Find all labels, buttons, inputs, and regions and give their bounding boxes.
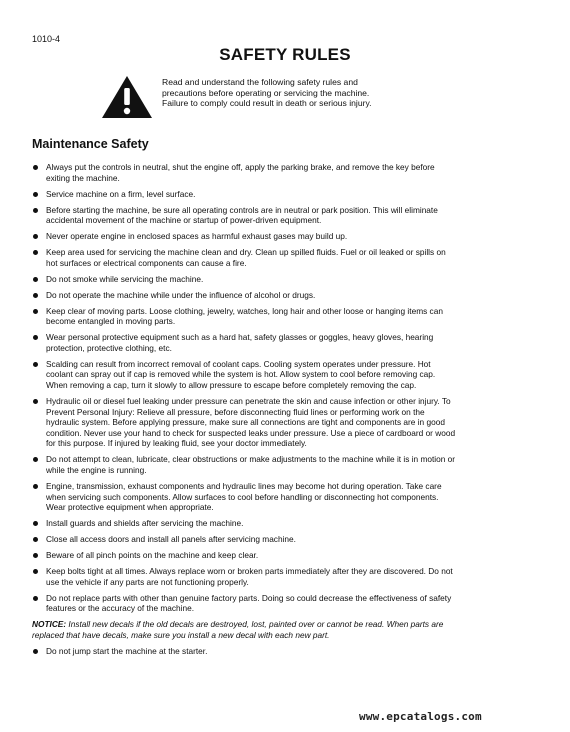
list-item-text: when servicing such components. Allow surfaces to cool before handling or disconnecting hot components.: [46, 491, 439, 502]
list-item: [32, 359, 512, 391]
page-number: 1010-4: [32, 34, 61, 44]
page-title: SAFETY RULES: [219, 45, 351, 64]
list-item: [32, 518, 512, 529]
bullet-icon: [33, 596, 38, 601]
list-item-text: Before starting the machine, be sure all operating controls are in neutral or park position. This will eliminate: [46, 204, 438, 215]
bullet-icon: [33, 309, 38, 314]
list-item-text: Do not operate the machine while under the influence of alcohol or drugs.: [46, 289, 316, 300]
list-item-text: Scalding can result from incorrect removal of coolant caps. Cooling system operates under pressure. Hot: [46, 358, 431, 369]
list-item-text: When removing a cap, turn it slowly to allow pressure to escape before completely removing the cap.: [46, 380, 417, 391]
rules-list: [32, 162, 512, 662]
bullet-icon: [33, 457, 38, 462]
bullet-icon: [33, 234, 38, 239]
list-item: [32, 306, 512, 327]
list-item-text: Do not jump start the machine at the starter.: [46, 645, 208, 656]
bullet-icon: [33, 277, 38, 282]
list-item-text: Do not replace parts with other than genuine factory parts. Doing so could decrease the effectiveness of safety: [46, 592, 452, 603]
list-item: [32, 396, 512, 449]
warning-triangle-icon: [100, 74, 154, 120]
bullet-icon: [33, 165, 38, 170]
list-item-text: Keep clear of moving parts. Loose clothing, jewelry, watches, long hair and other loose or hanging items can: [46, 305, 443, 316]
bullet-icon: [33, 250, 38, 255]
list-item-text: Do not attempt to clean, lubricate, clear obstructions or make adjustments to the machine while it is in motion or: [46, 454, 456, 465]
list-item-text: hydraulic system. Before applying pressure, make sure all connections are tight and components are in good: [46, 417, 445, 428]
list-item: [32, 247, 512, 268]
bullet-icon: [33, 484, 38, 489]
list-item-text: for this purpose. If injured by leaking fluid, see your doctor immediately.: [46, 438, 307, 449]
list-item-text: while the engine is running.: [46, 464, 147, 475]
list-item: [32, 646, 512, 657]
bullet-icon: [33, 293, 38, 298]
list-item-text: Service machine on a firm, level surface.: [46, 188, 196, 199]
watermark: www.epcatalogs.com: [359, 710, 482, 723]
list-item-text: Wear protective equipment when appropriate.: [46, 502, 214, 513]
notice-line: replaced that have decals, make sure you install a new decal with each new part.: [32, 629, 330, 640]
list-item: [32, 332, 512, 353]
list-item-text: Keep bolts tight at all times. Always replace worn or broken parts immediately after they are discovered. Do not: [46, 566, 453, 577]
list-item-text: hot surfaces or electrical components can cause a fire.: [46, 257, 247, 268]
notice-text: Install new decals if the old decals are destroyed, lost, painted over or cannot be read. When parts are: [66, 619, 444, 630]
list-item-text: condition. Never use your hand to check for suspected leaks under pressure. Use a piece of cardboard or wood: [46, 427, 456, 438]
notice-label: NOTICE:: [32, 619, 67, 630]
warning-line: Read and understand the following safety rules and: [162, 77, 358, 87]
list-item-text: Engine, transmission, exhaust components and hydraulic lines may become hot during operation. Take care: [46, 480, 442, 491]
bullet-icon: [33, 649, 38, 654]
warning-line: Failure to comply could result in death or serious injury.: [162, 98, 372, 109]
list-item: [32, 162, 512, 183]
list-item-text: features or the accuracy of the machine.: [46, 603, 195, 614]
notice-line: [32, 619, 512, 630]
section-heading: Maintenance Safety: [32, 137, 149, 151]
list-item: [32, 534, 512, 545]
list-item-text: Install guards and shields after servicing the machine.: [46, 518, 244, 529]
list-item-text: use the vehicle if any parts are not functioning properly.: [46, 576, 249, 587]
list-item-text: Do not smoke while servicing the machine.: [46, 273, 204, 284]
list-item-text: Beware of all pinch points on the machine and keep clear.: [46, 550, 259, 561]
list-item: [32, 290, 512, 301]
bullet-icon: [33, 335, 38, 340]
notice: [32, 619, 512, 640]
list-item: [32, 189, 512, 200]
warning-line: precautions before operating or servicing the machine.: [162, 87, 370, 98]
list-item-text: Never operate engine in enclosed spaces as harmful exhaust gases may build up.: [46, 231, 348, 242]
list-item-text: Hydraulic oil or diesel fuel leaking under pressure can penetrate the skin and cause infection or other injury. To: [46, 396, 451, 406]
list-item-text: accidental movement of the machine or startup of power-driven equipment.: [46, 215, 322, 226]
bullet-icon: [33, 208, 38, 213]
bullet-icon: [33, 537, 38, 542]
list-item: [32, 231, 512, 242]
list-item: [32, 550, 512, 561]
list-item-text: Prevent Personal Injury: Relieve all pressure, before disconnecting fluid lines or performing work on the: [46, 406, 425, 417]
list-item-text: become entangled in moving parts.: [46, 316, 176, 327]
list-item-text: Always put the controls in neutral, shut the engine off, apply the parking brake, and remove the key before: [46, 162, 435, 172]
list-item: [32, 593, 512, 614]
bullet-icon: [33, 569, 38, 574]
list-item-text: Wear personal protective equipment such as a hard hat, safety glasses or goggles, heavy gloves, hearing: [46, 332, 434, 343]
bullet-icon: [33, 521, 38, 526]
list-item: [32, 205, 512, 226]
list-item: [32, 454, 512, 475]
bullet-icon: [33, 399, 38, 404]
bullet-icon: [33, 362, 38, 367]
list-item-text: Close all access doors and install all panels after servicing machine.: [46, 534, 296, 545]
list-item: [32, 274, 512, 285]
list-item-text: Keep area used for servicing the machine clean and dry. Clean up spilled fluids. Fuel or oil leaked or spills on: [46, 247, 446, 258]
list-item-text: protection, protective clothing, etc.: [46, 342, 172, 353]
list-item-text: coolant can spray out if cap is removed while the system is hot. Allow system to cool before removing cap.: [46, 369, 436, 380]
list-item: [32, 566, 512, 587]
list-item: [32, 481, 512, 513]
warning-message: [162, 77, 412, 109]
list-item-text: exiting the machine.: [46, 172, 120, 183]
bullet-icon: [33, 553, 38, 558]
bullet-icon: [33, 192, 38, 197]
